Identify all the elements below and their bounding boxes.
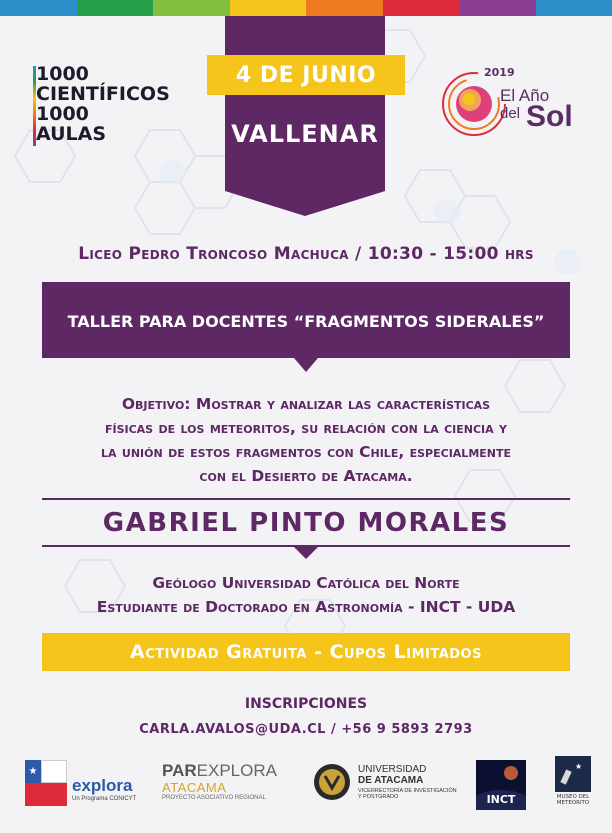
uda-line-2: DE ATACAMA — [358, 775, 424, 786]
hanging-banner — [225, 16, 385, 216]
museo-line-1: MUSEO DEL — [556, 794, 590, 800]
logo-color-bar — [33, 66, 36, 146]
museo-line-2: METEORITO — [556, 800, 590, 806]
gobierno-chile-logo: ★ — [25, 760, 67, 806]
parexplora-sub: PROYECTO ASOCIATIVO REGIONAL — [162, 795, 266, 801]
divider-top — [42, 498, 570, 500]
workshop-pointer — [294, 358, 318, 372]
logo-line-3: 1000 — [36, 103, 89, 125]
uda-line-1: UNIVERSIDAD — [358, 764, 427, 775]
ano-sol-line-3: Sol — [526, 100, 573, 133]
inct-label: INCT — [486, 793, 516, 806]
objective-line: Objetivo: Mostrar y analizar las características — [121, 395, 491, 413]
logo-line-2: CIENTÍFICOS — [36, 83, 170, 105]
mil-cientificos-logo — [36, 64, 186, 144]
objective-line: la unión de estos fragmentos con Chile, especialmente — [100, 443, 511, 461]
contact-info[interactable]: CARLA.AVALOS@UDA.CL / +56 9 5893 2793 — [139, 722, 473, 737]
role-line: Geólogo Universidad Católica del Norte — [152, 574, 460, 592]
objective-line: con el Desierto de Atacama. — [199, 467, 413, 485]
parexplora-explora: EXPLORA — [196, 761, 277, 780]
uda-line-3: VICERRECTORÍA DE INVESTIGACIÓN — [358, 788, 457, 794]
parexplora-atacama: ATACAMA — [162, 780, 227, 795]
explora-word: explora — [72, 776, 133, 795]
explora-sub: Un Programa CONICYT — [72, 796, 137, 802]
speaker-name: GABRIEL PINTO MORALES — [102, 508, 510, 538]
museo-meteorito-logo: ★ MUSEO DEL METEORITO — [555, 756, 591, 812]
uda-logo — [312, 760, 462, 810]
ano-sol-year: 2019 — [484, 66, 515, 79]
workshop-title: TALLER PARA DOCENTES “FRAGMENTOS SIDERALES” — [67, 312, 545, 331]
ano-sol-line-1: El Año — [500, 86, 550, 105]
logo-line-4: AULAS — [36, 123, 107, 145]
ano-sol-line-2: del — [500, 105, 521, 122]
sponsor-logos — [0, 752, 612, 822]
free-activity-banner: Actividad Gratuita - Cupos Limitados — [42, 633, 570, 671]
inct-logo — [476, 760, 526, 810]
role-line: Estudiante de Doctorado en Astronomía - INCT - UDA — [96, 598, 516, 616]
explora-logo — [72, 762, 138, 808]
speaker-pointer — [294, 547, 318, 559]
workshop-box — [42, 282, 570, 358]
ano-del-sol-logo — [440, 60, 590, 150]
uda-line-4: Y POSTGRADO — [358, 794, 399, 800]
event-city: VALLENAR — [231, 120, 379, 148]
inscriptions-label: INSCRIPCIONES — [244, 696, 368, 712]
uda-shield-icon — [312, 762, 352, 802]
venue-and-time: Liceo Pedro Troncoso Machuca / 10:30 - 15:00 hrs — [78, 244, 534, 264]
parexplora-logo — [162, 762, 292, 808]
speaker-role — [0, 571, 612, 619]
logo-line-1: 1000 — [36, 63, 89, 85]
parexplora-par: PAR — [162, 761, 197, 780]
objective-text — [20, 392, 592, 488]
objective-line: físicas de los meteoritos, su relación con la ciencia y — [104, 419, 508, 437]
event-date: 4 DE JUNIO — [207, 55, 405, 95]
